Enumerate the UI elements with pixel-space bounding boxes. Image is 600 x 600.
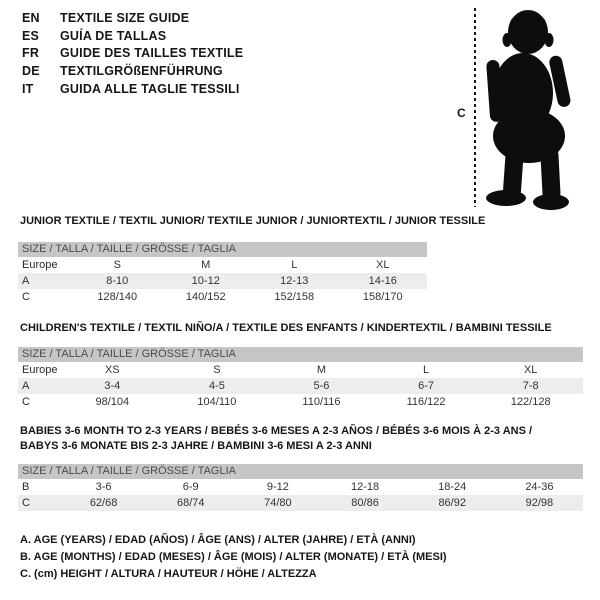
table-row [18,378,583,394]
note-age-months: B. AGE (MONTHS) / EDAD (MESES) / ÂGE (MOIS) / ALTER (MONATE) / ETÀ (MESI) [20,551,447,564]
lang-row-en [22,11,243,29]
height-measure-figure [450,0,595,212]
size-header-bar [18,347,583,362]
lang-code: DE [22,64,40,79]
size-cell: 6-9 [182,481,199,493]
lang-title: GUÍA DE TALLAS [60,28,167,43]
lang-code: FR [22,46,40,61]
babies-title-line1: BABIES 3-6 MONTH TO 2-3 YEARS / BEBÉS 3-6 MESES A 2-3 AÑOS / BÉBÉS 3-6 MOIS À 2-3 ANS / [20,425,533,437]
junior-size-table [18,242,427,305]
size-cell: 8-10 [73,273,162,289]
size-cell: 86/92 [409,495,496,511]
size-cell: 98/104 [95,396,130,408]
row-label: C [18,495,60,511]
legend-notes [20,532,447,584]
children-size-table [18,347,583,410]
size-cell: 116/122 [406,396,446,408]
measure-c-label: C [457,106,466,120]
size-header-label: SIZE / TALLA / TAILLE / GRÖSSE / TAGLIA [18,464,583,479]
lang-row-it [22,82,243,100]
size-cell: L [291,259,298,271]
size-cell: 3-6 [95,481,112,493]
size-header-label: SIZE / TALLA / TAILLE / GRÖSSE / TAGLIA [18,242,427,257]
lang-code: ES [22,28,40,43]
size-cell: 80/86 [321,495,408,511]
size-cell: 14-16 [339,273,428,289]
size-cell: 92/98 [496,495,583,511]
size-cell: S [113,259,121,271]
size-cell: XS [104,364,120,376]
size-cell: XL [523,364,538,376]
size-cell: 5-6 [269,378,374,394]
row-label: A [18,378,60,394]
table-row [18,257,427,273]
babies-size-table [18,464,583,511]
table-row [18,273,427,289]
lang-code: IT [22,81,34,96]
size-cell: 158/170 [362,291,403,303]
size-cell: 104/110 [197,396,237,408]
table-row [18,289,427,305]
row-label: Europe [22,364,58,376]
size-cell: 68/74 [147,495,234,511]
size-cell: 4-5 [165,378,270,394]
size-cell: 12-13 [250,273,339,289]
size-cell: M [316,364,327,376]
lang-row-de [22,64,243,82]
babies-table-title [20,424,532,454]
size-cell: L [423,364,430,376]
size-cell: 9-12 [266,481,289,493]
lang-row-es [22,29,243,47]
table-row [18,362,583,378]
language-title-list [22,11,243,99]
size-cell: M [201,259,211,271]
size-header-bar [18,464,583,479]
note-age-years: A. AGE (YEARS) / EDAD (AÑOS) / ÂGE (ANS) / ALTER (JAHRE) / ETÀ (ANNI) [20,534,416,546]
size-cell: 152/158 [274,291,315,303]
size-cell: 10-12 [162,273,251,289]
row-label: A [18,273,73,289]
row-label: C [22,396,30,408]
row-label: C [22,291,30,303]
size-cell: 6-7 [374,378,479,394]
size-cell: 110/116 [302,396,341,408]
note-height-cm: C. (cm) HEIGHT / ALTURA / HAUTEUR / HÖHE / ALTEZZA [20,568,317,581]
size-cell: 12-18 [350,481,380,493]
babies-title-line2: BABYS 3-6 MONATE BIS 2-3 JAHRE / BAMBINI 3-6 MESI A 2-3 ANNI [20,440,372,452]
lang-title: GUIDA ALLE TAGLIE TESSILI [60,81,240,96]
size-cell: 74/80 [234,495,321,511]
row-label: B [22,481,30,493]
size-cell: 3-4 [60,378,165,394]
size-cell: 18-24 [438,481,467,493]
table-row [18,479,583,495]
size-cell: 24-36 [525,481,554,493]
table-row [18,495,583,511]
lang-title: TEXTILGRÖßENFÜHRUNG [60,64,223,79]
size-cell: 62/68 [60,495,147,511]
size-header-bar [18,242,427,257]
lang-code: EN [22,11,40,25]
lang-row-fr [22,46,243,64]
row-label: Europe [22,259,58,271]
size-cell: 140/152 [185,291,226,303]
size-header-label: SIZE / TALLA / TAILLE / GRÖSSE / TAGLIA [18,347,583,362]
size-cell: 7-8 [478,378,583,394]
size-cell: 128/140 [97,291,138,303]
size-cell: S [213,364,221,376]
size-cell: XL [376,259,390,271]
junior-table-title: JUNIOR TEXTILE / TEXTIL JUNIOR/ TEXTILE JUNIOR / JUNIORTEXTIL / JUNIOR TESSILE [20,215,486,227]
size-cell: 122/128 [510,396,551,408]
lang-title: GUIDE DES TAILLES TEXTILE [60,46,244,61]
children-table-title: CHILDREN'S TEXTILE / TEXTIL NIÑO/A / TEXTILE DES ENFANTS / KINDERTEXTIL / BAMBINI TESSILE [20,322,552,334]
dashed-height-line [474,8,476,207]
table-row [18,394,583,410]
toddler-silhouette-icon [480,0,592,212]
lang-title: TEXTILE SIZE GUIDE [60,11,190,25]
